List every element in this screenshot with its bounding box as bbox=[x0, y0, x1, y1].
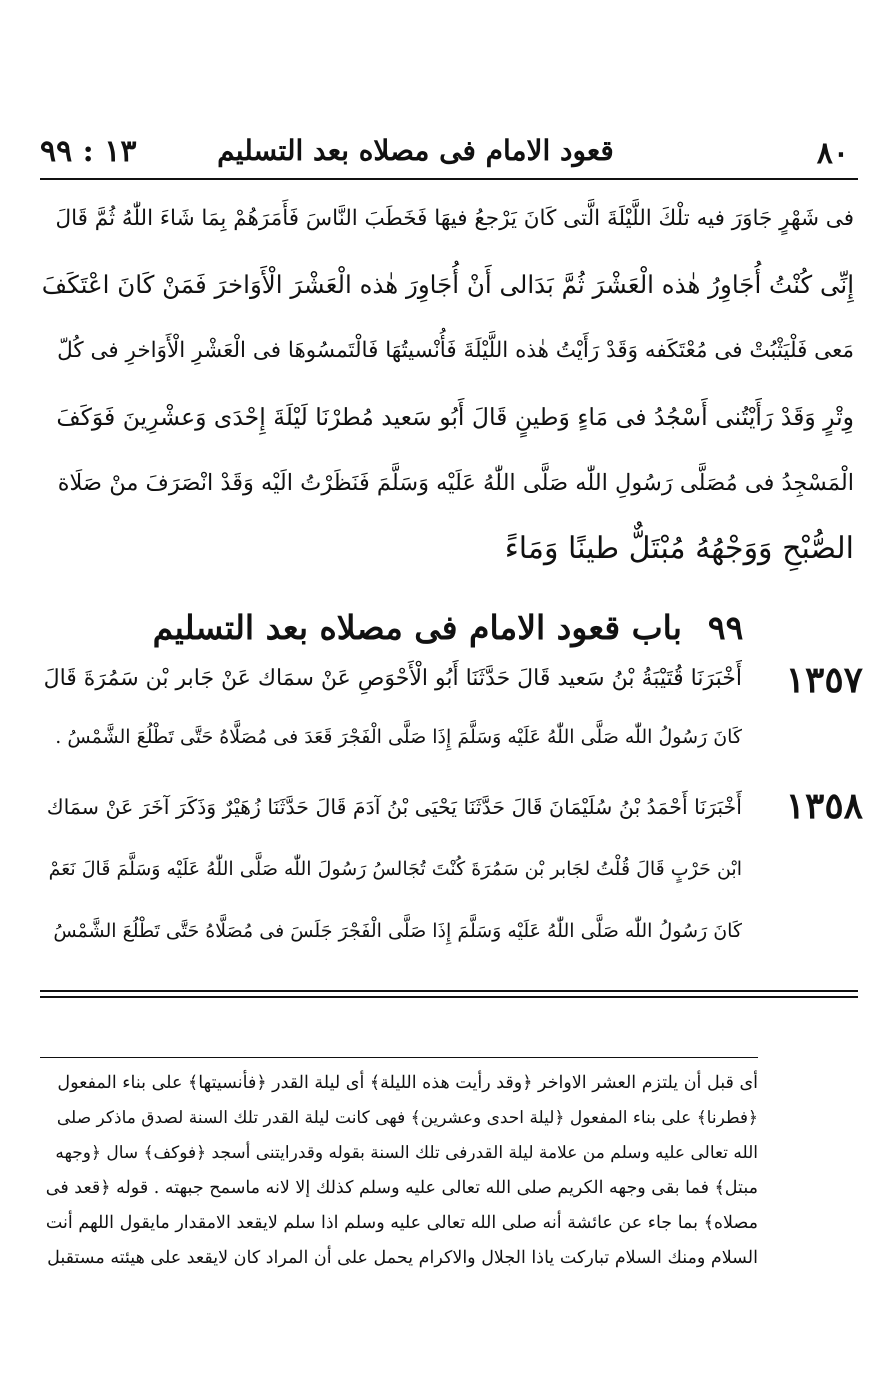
page-header bbox=[40, 130, 849, 176]
hadith-text bbox=[42, 776, 742, 962]
text-line: الْمَسْجِدُ فى مُصَلَّى رَسُولِ اللّٰه صَلَّى اللّٰهُ عَلَيْه وَسَلَّمَ فَنَظَرْتُ الَيْه وَقَدْ انْصَرَفَ منْ صَلَاة bbox=[57, 470, 854, 496]
footnotes bbox=[42, 1066, 758, 1276]
hadith-number: ١٣٥٨ bbox=[785, 785, 863, 827]
footnote-line: السلام ومنك السلام تباركت ياذا الجلال والاكرام يحمل على أن المراد كان لايقعد على هيئته مستقبل bbox=[47, 1248, 758, 1268]
header-rule bbox=[40, 178, 858, 180]
text-line: إِنِّى كُنْتُ أُجَاوِرُ هٰذه الْعَشْرَ ثُمَّ بَدَالى أَنْ أُجَاوِرَ هٰذه الْعَشْرَ الْأَوَاخرَ فَمَنْ كَانَ اعْتَكَفَ bbox=[42, 270, 854, 299]
footnote-line: ﴿فطرنا﴾ على بناء المفعول ﴿ليلة احدى وعشرين﴾ فهى كانت ليلة القدر تلك السنة لصدق ماذكر صلى bbox=[56, 1108, 758, 1128]
chapter-reference: ١٣ : ٩٩ bbox=[40, 134, 137, 169]
hadith-text bbox=[42, 650, 742, 766]
text-line: أَخْبَرَنَا أَحْمَدُ بْنُ سُلَيْمَانَ قَالَ حَدَّثَنَا يَحْيَى بْنُ آدَمَ قَالَ حَدَّثَنَا زُهَيْرٌ وَذَكَرَ آخَرَ عَنْ سمَاك bbox=[46, 795, 742, 819]
running-title: قعود الامام فى مصلاه بعد التسليم bbox=[217, 134, 614, 167]
text-line: كَانَ رَسُولُ اللّٰه صَلَّى اللّٰهُ عَلَيْه وَسَلَّمَ إِذَا صَلَّى الْفَجْرَ جَلَسَ فى مُصَلَّاهُ حَتَّى تَطْلُعَ الشَّمْسُ bbox=[53, 920, 742, 942]
chapter-heading bbox=[42, 598, 854, 658]
hadith-number: ١٣٥٧ bbox=[785, 659, 863, 701]
chapter-number: ٩٩ bbox=[707, 608, 744, 647]
text-line: الصُّبْحِ وَوَجْهُهُ مُبْتَلٌّ طينًا وَمَاءً bbox=[504, 531, 854, 566]
footnote-line: أى قبل أن يلتزم العشر الاواخر ﴿وقد رأيت هذه الليلة﴾ أى ليلة القدر ﴿فأنسيتها﴾ على بناء المفعول bbox=[57, 1073, 758, 1093]
text-line: مَعى فَلْيَثْبُتْ فى مُعْتَكَفه وَقَدْ رَأَيْتُ هٰذه اللَّيْلَةَ فَأُنْسيتُهَا فَالْتَمسُوهَا فى الْعَشْرِ الْأَوَاخرِ فى كُلّ bbox=[57, 338, 854, 363]
text-line: ابْن حَرْبٍ قَالَ قُلْتُ لجَابر بْن سَمُرَةَ كُنْتَ تُجَالسُ رَسُولَ اللّٰه صَلَّى اللّٰهُ عَلَيْه وَسَلَّمَ قَالَ نَعَمْ bbox=[48, 858, 742, 880]
footnote-rule bbox=[40, 1057, 758, 1058]
page-number: ٨٠ bbox=[816, 136, 849, 171]
footnote-line: الله تعالى عليه وسلم من علامة ليلة القدرفى تلك السنة بقوله وقدرايتنى أسجد ﴿فوكف﴾ سال ﴿وجهه bbox=[55, 1143, 758, 1163]
text-line: أَخْبَرَنَا قُتَيْبَةُ بْنُ سَعيد قَالَ حَدَّثَنَا أَبُو الْأَحْوَصِ عَنْ سمَاك عَنْ جَابر بْن سَمُرَةَ قَالَ bbox=[43, 666, 742, 691]
section-end-rule bbox=[40, 990, 858, 992]
text-line: وِتْرٍ وَقَدْ رَأَيْتُنى أَسْجُدُ فى مَاءٍ وَطينٍ قَالَ أَبُو سَعيد مُطرْنَا لَيْلَةَ إِحْدَى وَعشْرِينَ فَوَكَفَ bbox=[56, 403, 854, 431]
chapter-title: باب قعود الامام فى مصلاه بعد التسليم bbox=[152, 608, 682, 647]
text-line: فى شَهْرٍ جَاوَرَ فيه تلْكَ اللَّيْلَةَ الَّتى كَانَ يَرْجعُ فيهَا فَخَطَبَ النَّاسَ فَأَمَرَهُمْ بِمَا شَاءَ اللّٰهُ ثُمَّ قَالَ bbox=[55, 206, 854, 231]
text-line: كَانَ رَسُولُ اللّٰه صَلَّى اللّٰهُ عَلَيْه وَسَلَّمَ إِذَا صَلَّى الْفَجْرَ قَعَدَ فى مُصَلَّاهُ حَتَّى تَطْلُعَ الشَّمْسُ . bbox=[55, 726, 742, 748]
main-text bbox=[42, 186, 854, 582]
section-end-rule bbox=[40, 996, 858, 998]
footnote-line: مصلاه﴾ بما جاء عن عائشة أنه صلى الله تعالى عليه وسلم اذا سلم لايقعد الامقدار مايقول اللهم أنت bbox=[45, 1213, 758, 1233]
footnote-line: مبتل﴾ فما بقى وجهه الكريم صلى الله تعالى عليه وسلم كذلك إلا لانه ماسمح جبهته . قوله ﴿قعد فى bbox=[45, 1178, 758, 1198]
